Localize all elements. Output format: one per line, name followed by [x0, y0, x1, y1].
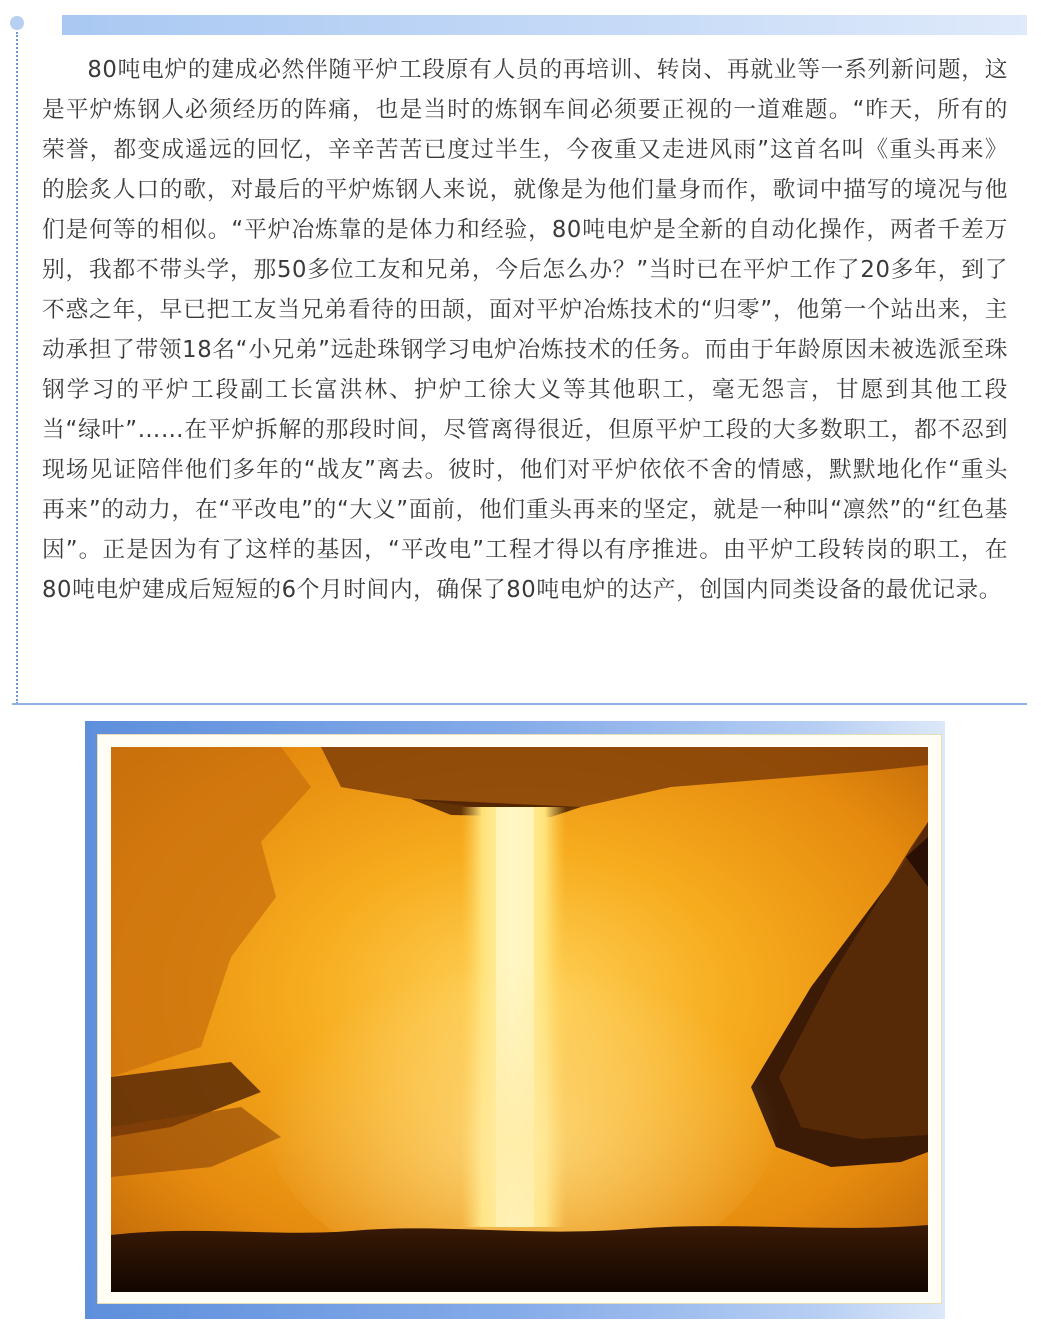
- molten-steel-photo: [111, 747, 928, 1292]
- decor-dotted-line: [16, 32, 18, 704]
- header-decor-bar: [62, 15, 1027, 35]
- article-paragraph: 80吨电炉的建成必然伴随平炉工段原有人员的再培训、转岗、再就业等一系列新问题，这是平炉炼钢人必须经历的阵痛，也是当时的炼钢车间必须要正视的一道难题。“昨天，所有的荣誉，都变成遥远的回忆，辛辛苦苦已度过半生，今夜重又走进风雨”这首名叫《重头再来》的脍炙人口的歌，对最后的平炉炼钢人来说，就像是为他们量身而作，歌词中描写的境况与他们是何等的相似。“平炉冶炼靠的是体力和经验，80吨电炉是全新的自动化操作，两者千差万别，我都不带头学，那50多位工友和兄弟，今后怎么办？”当时已在平炉工作了20多年，到了不惑之年，早已把工友当兄弟看待的田颉，面对平炉冶炼技术的“归零”，他第一个站出来，主动承担了带领18名“小兄弟”远赴珠钢学习电炉冶炼技术的任务。而由于年龄原因未被选派至珠钢学习的平炉工段副工长富洪林、护炉工徐大义等其他职工，毫无怨言，甘愿到其他工段当“绿叶”……在平炉拆解的那段时间，尽管离得很近，但原平炉工段的大多数职工，都不忍到现场见证陪伴他们多年的“战友”离去。彼时，他们对平炉依依不舍的情感，默默地化作“重头再来”的动力，在“平改电”的“大义”面前，他们重头再来的坚定，就是一种叫“凛然”的“红色基因”。正是因为有了这样的基因，“平改电”工程才得以有序推进。由平炉工段转岗的职工，在80吨电炉建成后短短的6个月时间内，确保了80吨电炉的达产，创国内同类设备的最优记录。: [42, 57, 1008, 603]
- molten-steel-illustration: [111, 747, 928, 1292]
- section-divider: [12, 703, 1027, 705]
- decor-dot: [10, 16, 24, 30]
